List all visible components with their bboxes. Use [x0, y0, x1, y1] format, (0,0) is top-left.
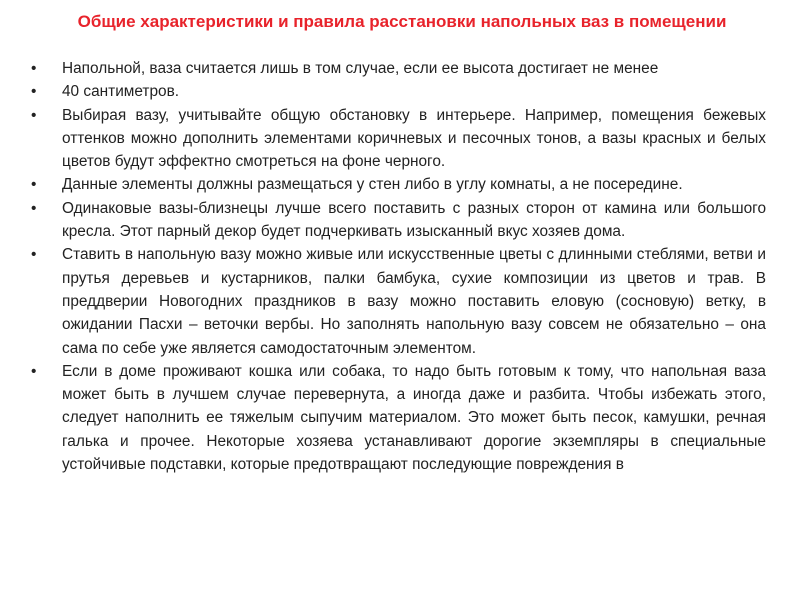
bullet-item-3: [0, 104, 800, 174]
bullet-marker-icon: •: [31, 106, 37, 124]
bullet-marker-icon: •: [31, 362, 37, 380]
bullet-marker-icon: •: [31, 246, 37, 264]
slide-title: Общие характеристики и правила расстановки напольных ваз в помещении: [77, 12, 727, 31]
bullet-text: Одинаковые вазы-близнецы лучше всего поставить с разных сторон от камина или большого кресла. Этот парный декор будет подчеркивать изысканный вкус хозяев дома.: [62, 199, 766, 241]
bullet-item-7: [0, 360, 800, 476]
bullet-item-5: [0, 197, 800, 244]
bullet-marker-icon: •: [31, 176, 37, 194]
bullet-item-4: [0, 173, 800, 196]
bullet-text: 40 сантиметров.: [62, 83, 180, 101]
bullet-marker-icon: •: [31, 83, 37, 101]
bullet-item-2: [0, 80, 800, 103]
bullet-marker-icon: •: [31, 60, 37, 77]
bullet-marker-icon: •: [31, 199, 37, 217]
bullet-item-6: [0, 243, 800, 359]
bullet-text: Напольной, ваза считается лишь в том случае, если ее высота достигает не менее: [62, 60, 659, 77]
bullet-text: Если в доме проживают кошка или собака, то надо быть готовым к тому, что напольная ваза может быть в лучшем случае перевернута, а иногда даже и разбита. Чтобы избежать этого, следует наполнить ее тяжелым сыпучим материалом. Это может быть песок, камушки, речная галька и прочее. Некоторые хозяева устанавливают дорогие экземпляры в специальные устойчивые подставки, которые предотвращают последующие повреждения в: [62, 362, 766, 474]
bullet-text: Ставить в напольную вазу можно живые или искусственные цветы с длинными стеблями, ветви и прутья деревьев и кустарников, палки бамбука, сухие композиции из цветов и трав. В преддверии Новогодних праздников в вазу можно поставить еловую (сосновую) ветку, в ожидании Пасхи – веточки вербы. Но заполнять напольную вазу совсем не обязательно – она сама по себе уже является самодостаточным элементом.: [62, 246, 766, 357]
bullet-text: Выбирая вазу, учитывайте общую обстановку в интерьере. Например, помещения бежевых оттенков можно дополнить элементами коричневых и песочных тонов, а вазы красных и белых цветов будут эффектно смотреться на фоне черного.: [62, 106, 766, 171]
bullet-list: [0, 57, 800, 476]
bullet-item-1: [0, 57, 800, 80]
bullet-text: Данные элементы должны размещаться у стен либо в углу комнаты, а не посередине.: [62, 176, 683, 194]
